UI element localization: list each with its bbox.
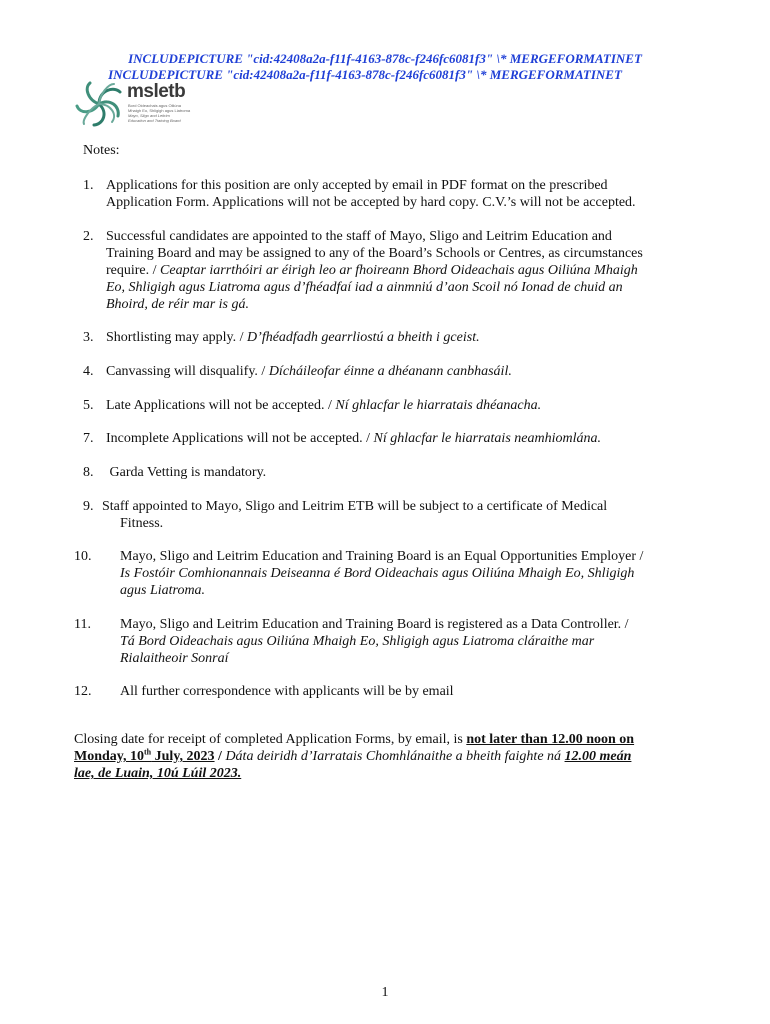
item-text-en: Incomplete Applications will not be accepted. / — [106, 431, 374, 446]
closing-date-paragraph — [74, 731, 714, 782]
logo-wordmark: msletb — [127, 81, 186, 102]
item-text — [106, 430, 601, 447]
item-text: Application Form. Applications will not be accepted by hard copy. C.V.’s will not be accepted. — [106, 195, 636, 210]
item-text: Successful candidates are appointed to the staff of Mayo, Sligo and Leitrim Education and — [106, 229, 612, 244]
item-number: 5. — [83, 398, 94, 413]
item-text — [106, 397, 541, 414]
closing-lead: Closing date for receipt of completed Application Forms, by email, is — [74, 732, 467, 747]
logo-sub-4: Education and Training Board — [128, 118, 181, 123]
item-text: Garda Vetting is mandatory. — [106, 465, 267, 480]
logo-sub-3: Mayo, Sligo and Leitrim — [128, 113, 170, 118]
item-text: Mayo, Sligo and Leitrim Education and Training Board is registered as a Data Controller. / — [120, 617, 629, 632]
page-number: 1 — [381, 985, 389, 1000]
notes-title: Notes: — [83, 143, 120, 158]
item-text: Training Board and may be assigned to any of the Board’s Schools or Centres, as circumstances — [106, 246, 643, 261]
item-number: 12. — [74, 684, 92, 699]
item-text: Mayo, Sligo and Leitrim Education and Training Board is an Equal Opportunities Employer / — [120, 549, 644, 564]
item-text-ga: Is Fostóir Comhionannais Deiseanna é Bord Oideachais agus Oiliúna Mhaigh Eo, Shligigh — [120, 566, 635, 581]
swirl-logo-icon — [74, 80, 124, 128]
msletb-logo — [74, 80, 204, 128]
item-text: All further correspondence with applicants will be by email — [120, 684, 454, 699]
item-text-ga: agus Liatroma. — [120, 583, 206, 598]
item-text: Applications for this position are only accepted by email in PDF format on the prescribed — [106, 178, 608, 193]
item-text — [106, 329, 480, 346]
item-number: 7. — [83, 431, 94, 446]
item-text — [106, 262, 638, 279]
item-number: 9. — [83, 499, 94, 514]
item-text-ga: Dícháileofar éinne a dhéanann canbhasáil. — [268, 364, 512, 379]
item-number: 4. — [83, 364, 94, 379]
item-text-ga: D’fhéadfadh gearrliostú a bheith i gceist. — [247, 330, 480, 345]
closing-deadline-2: Monday, 10th July, 2023 — [74, 747, 215, 764]
item-number: 11. — [74, 617, 91, 632]
field-code-line-2: INCLUDEPICTURE "cid:42408a2a-f11f-4163-878c-f246fc6081f3" \* MERGEFORMATINET — [108, 67, 622, 82]
item-text-ga: Ceaptar iarrthóiri ar éirigh leo ar fhoireann Bhord Oideachais agus Oiliúna Mhaigh — [160, 263, 638, 278]
item-text-en: require. / — [106, 263, 161, 278]
item-text: Fitness. — [120, 516, 164, 531]
item-text-ga: Ní ghlacfar le hiarratais neamhiomlána. — [373, 431, 601, 446]
logo-sub-2: Mhaigh Eo, Shligigh agus Liatroma — [128, 108, 191, 113]
item-number: 3. — [83, 330, 94, 345]
item-text-ga: Ní ghlacfar le hiarratais dhéanacha. — [335, 398, 542, 413]
item-text-ga: Rialaitheoir Sonraí — [120, 651, 229, 666]
closing-ga: Dáta deiridh d’Iarratais Chomhlánaithe a bheith faighte ná — [225, 749, 565, 764]
item-text-en: Canvassing will disqualify. / — [106, 364, 269, 379]
closing-ga-deadline-1: 12.00 meán — [564, 749, 632, 764]
item-text-ga: Bhoird, de réir mar is gá. — [106, 297, 249, 312]
item-number: 2. — [83, 229, 94, 244]
closing-ga-deadline-2: lae, de Luain, 10ú Lúil 2023. — [74, 766, 242, 781]
item-text-ga: Tá Bord Oideachais agus Oiliúna Mhaigh Eo, Shligigh agus Liatroma cláraithe mar — [120, 634, 595, 649]
item-text-ga: Eo, Shligigh agus Liatroma agus d’fhéadfaí iad a ainmniú d’aon Scoil nó Ionad de chuid an — [106, 280, 623, 295]
item-text-en: Shortlisting may apply. / — [106, 330, 248, 345]
item-text: Staff appointed to Mayo, Sligo and Leitrim ETB will be subject to a certificate of Medical — [102, 499, 608, 514]
closing-deadline-1: not later than 12.00 noon on — [466, 732, 635, 747]
closing-separator: / — [214, 749, 226, 764]
item-number: 10. — [74, 549, 92, 564]
item-text-en: Late Applications will not be accepted. / — [106, 398, 336, 413]
field-code-line-1: INCLUDEPICTURE "cid:42408a2a-f11f-4163-878c-f246fc6081f3" \* MERGEFORMATINET — [128, 51, 642, 66]
item-text — [106, 363, 512, 380]
logo-sub-1: Bord Oideachais agus Oiliúna — [128, 103, 181, 108]
item-number: 8. — [83, 465, 94, 480]
item-number: 1. — [83, 178, 94, 193]
